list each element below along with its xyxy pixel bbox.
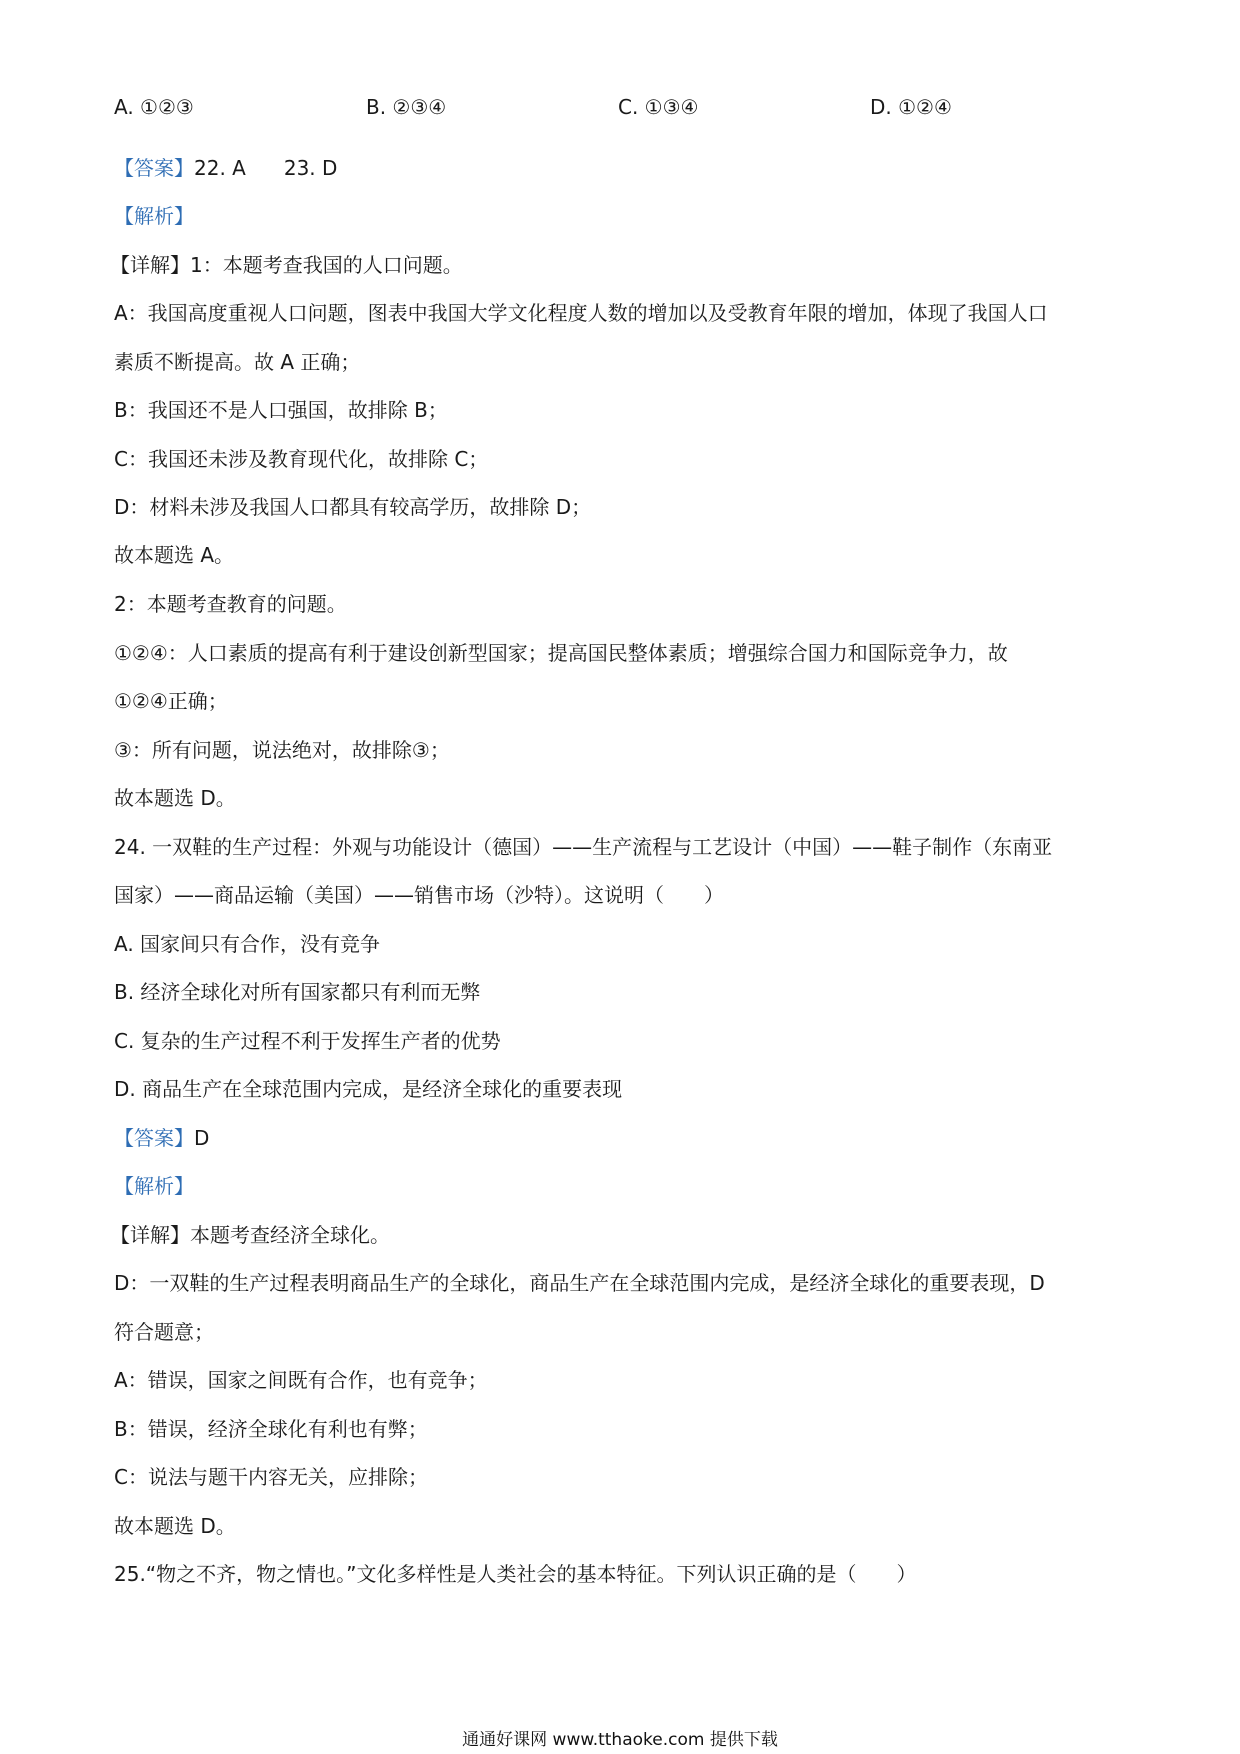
option-a-prev: A. ①②③ [114,95,194,119]
detail-line: C：说法与题干内容无关，应排除； [114,1465,428,1489]
detail-line: A：我国高度重视人口问题，图表中我国大学文化程度人数的增加以及受教育年限的增加，体现了我国人口 [114,301,1048,325]
answer-23: 23. D [283,156,338,180]
detail-line: B：我国还不是人口强国，故排除 B； [114,398,448,422]
page-footer: 通通好课网 www.tthaoke.com 提供下载 [462,1730,778,1750]
answer-line-22-23 [114,155,337,181]
detail-line: D：一双鞋的生产过程表明商品生产的全球化，商品生产在全球范围内完成，是经济全球化的重要表现，D [114,1271,1045,1295]
answer-tag: 【答案】 [114,156,194,180]
detail-line: D：材料未涉及我国人口都具有较高学历，故排除 D； [114,495,592,519]
option-b-prev: B. ②③④ [366,95,447,119]
detail-line: 符合题意； [114,1320,214,1344]
analysis-tag: 【解析】 [114,204,194,228]
q24-option-d: D. 商品生产在全球范围内完成，是经济全球化的重要表现 [114,1077,623,1101]
detail-line: ①②④正确； [114,689,228,713]
detail-line: B：错误，经济全球化有利也有弊； [114,1417,428,1441]
detail-line: 故本题选 D。 [114,1514,236,1538]
detail-line: 故本题选 A。 [114,543,235,567]
option-d-prev: D. ①②④ [870,95,952,119]
q24-option-c: C. 复杂的生产过程不利于发挥生产者的优势 [114,1029,501,1053]
q24-stem-line-1: 24. 一双鞋的生产过程：外观与功能设计（德国）——生产流程与工艺设计（中国）——鞋子制作（东南亚 [114,835,1053,859]
detail-line: ①②④：人口素质的提高有利于建设创新型国家；提高国民整体素质；增强综合国力和国际竞争力，故 [114,641,1008,665]
detail-line: 故本题选 D。 [114,786,236,810]
analysis-tag: 【解析】 [114,1174,194,1198]
detail-line: C：我国还未涉及教育现代化，故排除 C； [114,447,489,471]
detail-line: ③：所有问题，说法绝对，故排除③； [114,738,450,762]
answer-tag: 【答案】 [114,1126,194,1150]
q24-stem-line-2: 国家）——商品运输（美国）——销售市场（沙特）。这说明（ ） [114,883,724,907]
q24-option-b: B. 经济全球化对所有国家都只有利而无弊 [114,980,481,1004]
detail-line: 【详解】本题考查经济全球化。 [110,1223,390,1247]
detail-line: 素质不断提高。故 A 正确； [114,350,361,374]
detail-line: 【详解】1：本题考查我国的人口问题。 [110,253,463,277]
q24-answer-line [114,1125,209,1151]
detail-line: A：错误，国家之间既有合作，也有竞争； [114,1368,488,1392]
q24-option-a: A. 国家间只有合作，没有竞争 [114,932,381,956]
q25-stem: 25.“物之不齐，物之情也。”文化多样性是人类社会的基本特征。下列认识正确的是（ ） [114,1562,917,1586]
answer-22: 22. A [194,156,246,180]
detail-line: 2：本题考查教育的问题。 [114,592,347,616]
q24-answer: D [194,1126,210,1150]
option-c-prev: C. ①③④ [618,95,699,119]
